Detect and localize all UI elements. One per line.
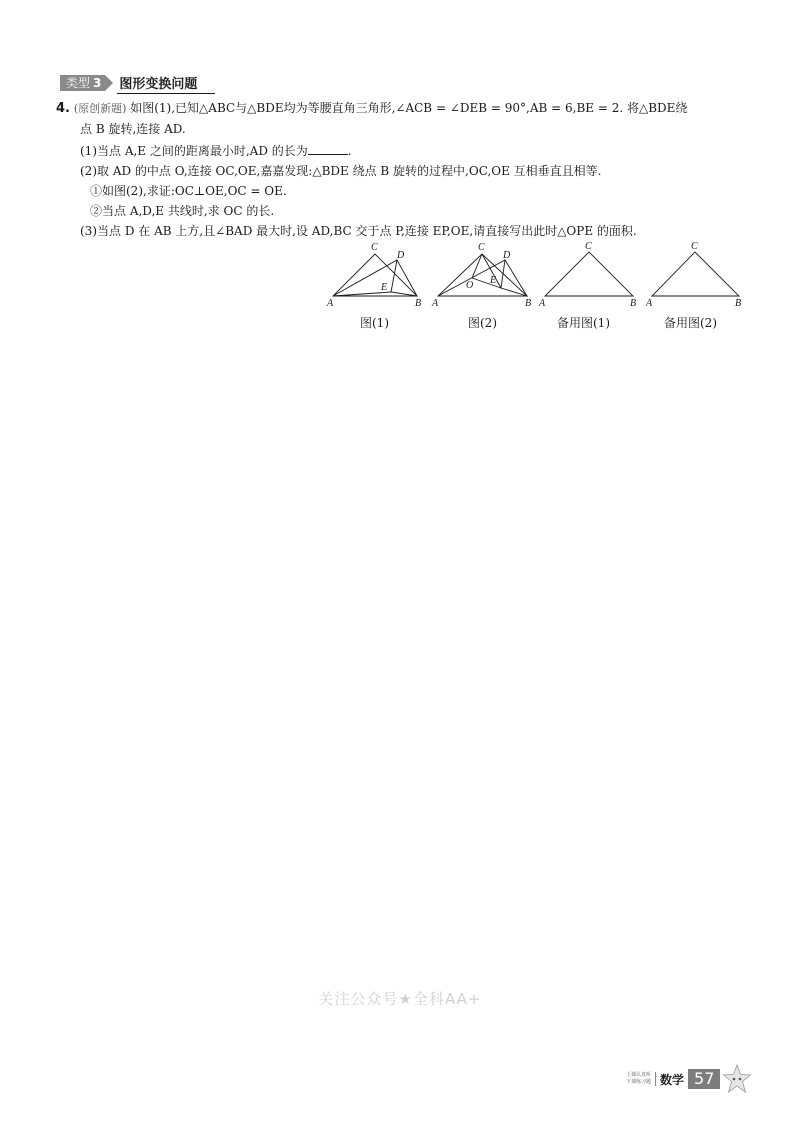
part-2-ii: ②当点 A,D,E 共线时,求 OC 的长. [90,204,275,218]
stem-text-1: 如图(1),已知△ABC与△BDE均为等腰直角三角形,∠ACB = ∠DEB = 90°,AB = 6,BE = 2. 将△BDE绕 [130,101,688,115]
figure-1 [326,242,421,309]
label-a-2: A [432,298,439,309]
mascot-star-icon [722,1064,752,1094]
caption-figure-1: 图(1) [360,316,389,330]
label-a: A [327,298,334,309]
section-tag [60,75,105,91]
segment-ad [333,260,397,296]
label-a-3: A [539,298,546,309]
figures-row [325,238,755,338]
part-1 [56,141,756,161]
caption-figure-2: 图(2) [468,316,497,330]
caption-backup-2: 备用图(2) [664,316,717,330]
section-tag-label: 类型 [66,76,91,90]
label-c-4: C [691,241,698,252]
triangle-bde-2 [501,260,527,296]
problem-number: 4. [56,101,70,116]
backup-figure-2 [645,241,741,309]
watermark: 关注公众号★全科AA+ [318,990,482,1008]
label-e-2: E [490,275,497,286]
page-footer [626,1068,752,1090]
backup-figure-1 [538,241,636,309]
label-c-3: C [585,241,592,252]
chevron-right-icon [105,75,113,91]
label-b-3: B [630,298,637,309]
answer-blank[interactable] [308,141,348,155]
label-a-4: A [646,298,653,309]
part-1-text: (1)当点 A,E 之间的距离最小时,AD 的长为 [80,144,308,158]
triangle-abc-4 [652,252,739,296]
footer-subject: 数学 [660,1072,685,1087]
problem-source: (原创新题) [73,102,127,115]
section-tag-number: 3 [93,76,102,90]
part-2-i: ①如图(2),求证:OC⊥OE,OC = OE. [90,184,287,198]
label-b: B [415,298,422,309]
triangle-bde [391,260,417,296]
label-d: D [397,250,405,261]
stem-line-2: 点 B 旋转,连接 AD. [80,122,186,136]
label-c-2: C [478,242,485,253]
triangle-abc-3 [545,252,633,296]
part-3: (3)当点 D 在 AB 上方,且∠BAD 最大时,设 AD,BC 交于点 P,连接 EP,OE,请直接写出此时△OPE 的面积. [80,224,637,238]
triangle-abc [333,254,417,296]
label-b-2: B [525,298,532,309]
section-title: 图形变换问题 [117,73,215,94]
stem-line-1 [56,98,756,119]
caption-backup-1: 备用图(1) [557,316,610,330]
part-2: (2)取 AD 的中点 O,连接 OC,OE,嘉嘉发现:△BDE 绕点 B 旋转的过程中,OC,OE 互相垂直且相等. [80,164,602,178]
problem-stem [56,98,756,241]
figure-2 [431,242,531,309]
slogan-line-1: 上课认真听 [626,1072,652,1078]
label-c: C [371,242,378,253]
part-1-end: . [347,144,352,158]
section-header [60,74,215,92]
page-number: 57 [688,1069,720,1089]
label-b-4: B [735,298,742,309]
segment-oc [472,254,482,278]
label-d-2: D [503,250,511,261]
label-o-2: O [466,280,474,291]
footer-slogan [626,1072,656,1086]
label-e: E [381,282,388,293]
slogan-line-2: 下课练习题 [626,1079,652,1085]
